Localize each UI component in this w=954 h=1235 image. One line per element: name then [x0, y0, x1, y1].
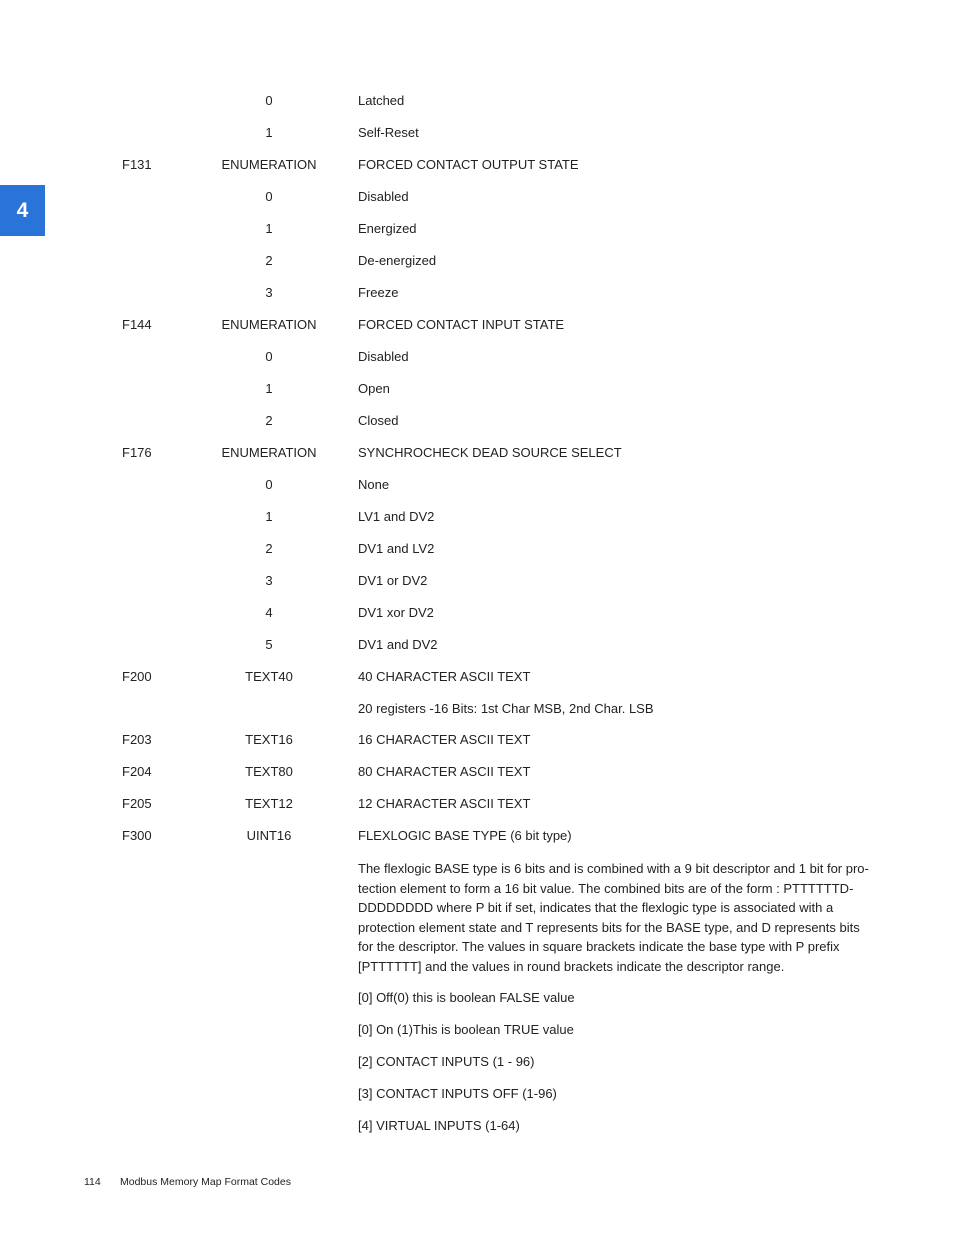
desc-cell: Self-Reset [358, 125, 419, 140]
desc-cell: DV1 and DV2 [358, 637, 438, 652]
paragraph-line: The flexlogic BASE type is 6 bits and is combined with a 9 bit descriptor and 1 bit for pro- [358, 861, 869, 876]
table-row [0, 1021, 954, 1039]
code-cell: F144 [122, 317, 152, 332]
type-cell: 2 [265, 541, 273, 556]
table-row [0, 700, 954, 718]
table-row [0, 124, 954, 142]
type-cell: 1 [265, 221, 273, 236]
table-row [0, 795, 954, 813]
code-cell: F203 [122, 732, 152, 747]
page-footer [0, 1174, 954, 1190]
desc-cell: None [358, 477, 390, 492]
desc-cell: 20 registers -16 Bits: 1st Char MSB, 2nd Char. LSB [358, 701, 654, 716]
table-row [0, 604, 954, 622]
type-cell: 0 [265, 349, 273, 364]
type-cell: 1 [265, 125, 273, 140]
type-cell: 3 [265, 285, 273, 300]
desc-cell: Disabled [358, 349, 409, 364]
table-row [0, 188, 954, 206]
table-row [0, 444, 954, 462]
desc-cell: [3] CONTACT INPUTS OFF (1-96) [358, 1086, 557, 1101]
table-row [0, 1117, 954, 1135]
table-row [0, 540, 954, 558]
desc-cell: LV1 and DV2 [358, 509, 435, 524]
paragraph-line: tection element to form a 16 bit value. The combined bits are of the form : PTTTTTTD- [358, 880, 854, 896]
type-cell: 2 [265, 253, 273, 268]
flexlogic-description-paragraph [358, 859, 878, 977]
table-row [0, 827, 954, 845]
desc-cell: Open [358, 381, 390, 396]
desc-cell: FORCED CONTACT OUTPUT STATE [358, 157, 579, 172]
desc-cell: FORCED CONTACT INPUT STATE [358, 317, 565, 332]
table-row [0, 412, 954, 430]
desc-cell: FLEXLOGIC BASE TYPE (6 bit type) [358, 828, 572, 843]
desc-cell: [0] On (1)This is boolean TRUE value [358, 1022, 574, 1037]
desc-cell: Disabled [358, 189, 409, 204]
desc-cell: [0] Off(0) this is boolean FALSE value [358, 990, 575, 1005]
type-cell: UINT16 [246, 828, 292, 843]
desc-cell: Energized [358, 221, 417, 236]
paragraph-line: for the descriptor. The values in square brackets indicate the base type with P prefix [358, 939, 840, 955]
type-cell: ENUMERATION [221, 157, 317, 172]
type-cell: ENUMERATION [221, 317, 317, 332]
desc-cell: 80 CHARACTER ASCII TEXT [358, 764, 531, 779]
type-cell: 0 [265, 477, 273, 492]
table-row [0, 284, 954, 302]
type-cell: TEXT80 [245, 764, 293, 779]
chapter-tab-label: 4 [16, 198, 29, 222]
table-row [0, 989, 954, 1007]
desc-cell: [2] CONTACT INPUTS (1 - 96) [358, 1054, 535, 1069]
table-row [0, 636, 954, 654]
code-cell: F176 [122, 445, 152, 460]
desc-cell: 12 CHARACTER ASCII TEXT [358, 796, 531, 811]
desc-cell: Latched [358, 93, 405, 108]
table-row [0, 316, 954, 334]
table-row [0, 156, 954, 174]
desc-cell: [4] VIRTUAL INPUTS (1-64) [358, 1118, 520, 1133]
type-cell: ENUMERATION [221, 445, 317, 460]
type-cell: TEXT12 [245, 796, 293, 811]
paragraph-line: [PTTTTTT] and the values in round brackets indicate the descriptor range. [358, 958, 785, 974]
type-cell: 1 [265, 509, 273, 524]
desc-cell: Closed [358, 413, 399, 428]
desc-cell: 16 CHARACTER ASCII TEXT [358, 732, 531, 747]
table-row [0, 763, 954, 781]
type-cell: 1 [265, 381, 273, 396]
type-cell: TEXT16 [245, 732, 293, 747]
desc-cell: SYNCHROCHECK DEAD SOURCE SELECT [358, 445, 622, 460]
desc-cell: Freeze [358, 285, 399, 300]
type-cell: TEXT40 [245, 669, 293, 684]
paragraph-line: protection element state and T represents bits for the BASE type, and D represents bits [358, 919, 860, 935]
table-row [0, 476, 954, 494]
type-cell: 5 [265, 637, 273, 652]
table-row [0, 668, 954, 686]
table-row [0, 380, 954, 398]
desc-cell: DV1 and LV2 [358, 541, 435, 556]
code-cell: F200 [122, 669, 152, 684]
code-cell: F131 [122, 157, 152, 172]
table-row [0, 220, 954, 238]
table-row [0, 508, 954, 526]
desc-cell: DV1 or DV2 [358, 573, 428, 588]
table-row [0, 252, 954, 270]
desc-cell: 40 CHARACTER ASCII TEXT [358, 669, 531, 684]
table-row [0, 1053, 954, 1071]
table-row [0, 348, 954, 366]
desc-cell: DV1 xor DV2 [358, 605, 434, 620]
type-cell: 3 [265, 573, 273, 588]
code-cell: F300 [122, 828, 152, 843]
page-number: 114 [84, 1176, 101, 1188]
type-cell: 4 [265, 605, 273, 620]
code-cell: F204 [122, 764, 152, 779]
type-cell: 2 [265, 413, 273, 428]
type-cell: 0 [265, 189, 273, 204]
table-row [0, 1085, 954, 1103]
table-row [0, 572, 954, 590]
type-cell: 0 [265, 93, 273, 108]
footer-title: Modbus Memory Map Format Codes [120, 1176, 291, 1188]
code-cell: F205 [122, 796, 152, 811]
desc-cell: De-energized [358, 253, 437, 268]
table-row [0, 731, 954, 749]
table-row [0, 92, 954, 110]
paragraph-line: DDDDDDDD where P bit if set, indicates that the flexlogic type is associated with a [358, 900, 834, 916]
